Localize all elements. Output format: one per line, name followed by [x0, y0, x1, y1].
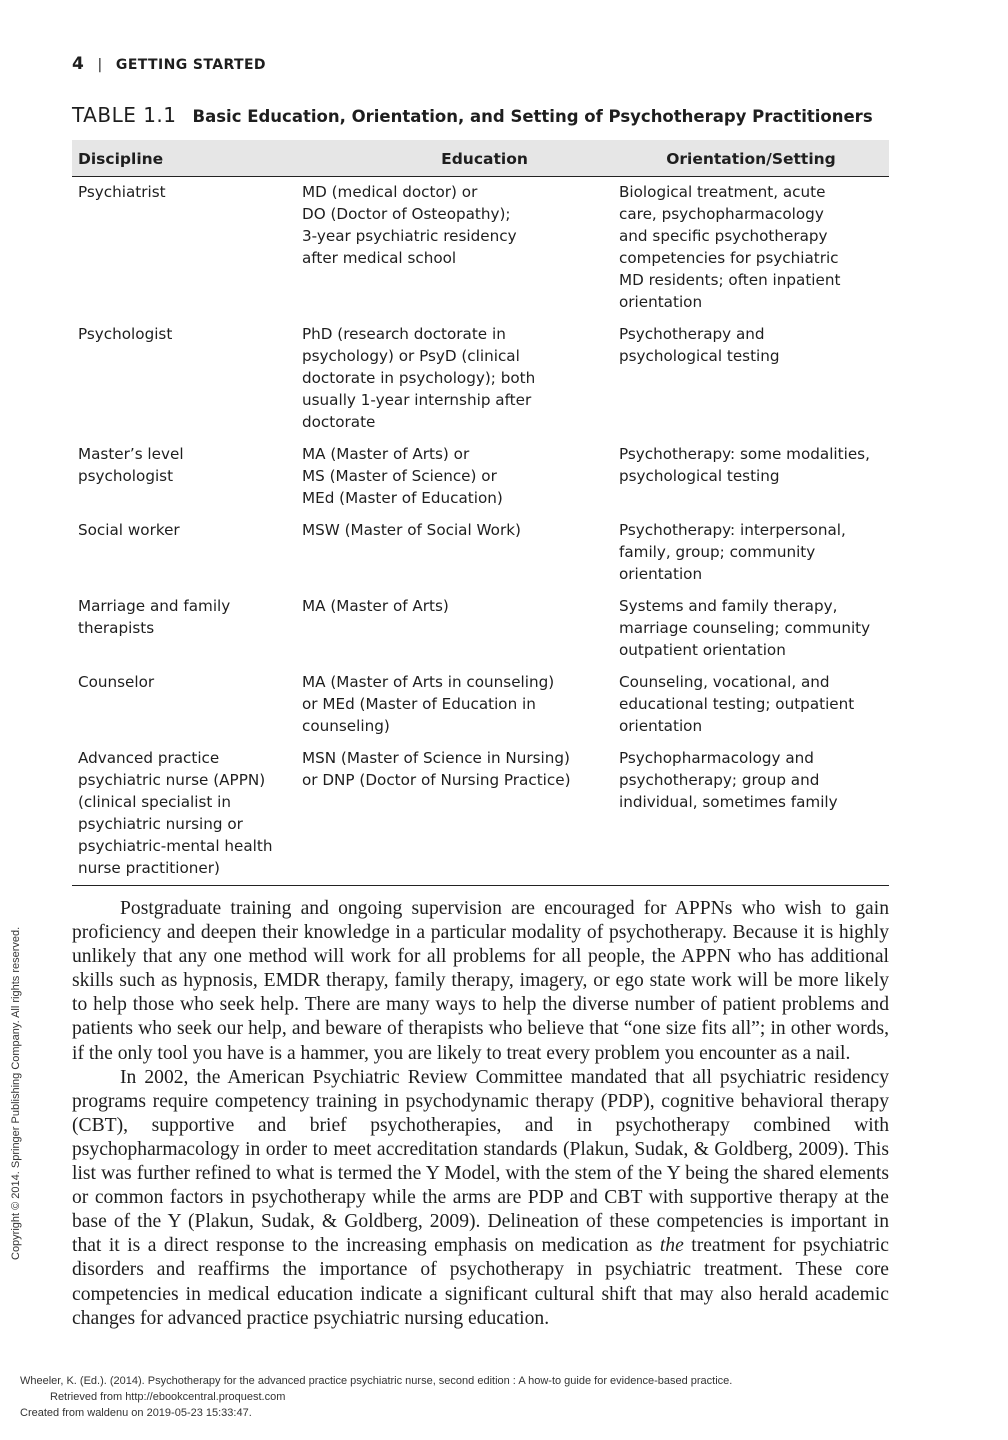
paragraph-2-italic: the	[659, 1235, 684, 1257]
cell-discipline: Master’s level psychologist	[78, 445, 184, 485]
cell-orientation: Counseling, vocational, and educational testing; outpatient orientation	[619, 673, 855, 735]
paragraph-2	[72, 1066, 889, 1331]
cell-discipline: Social worker	[78, 521, 180, 539]
table-row	[72, 591, 889, 667]
table-row	[72, 515, 889, 591]
cell-orientation: Biological treatment, acute care, psychopharmacology and specific psychotherapy competencies for psychiatric MD residents; often inpatient orientation	[619, 183, 841, 311]
table-label: TABLE 1.1	[72, 103, 177, 127]
cell-discipline: Psychologist	[78, 325, 173, 343]
table-row	[72, 177, 889, 320]
cell-education: MD (medical doctor) or DO (Doctor of Osteopathy); 3-year psychiatric residency after medical school	[302, 183, 517, 267]
header-education: Education	[294, 140, 613, 177]
cell-orientation: Systems and family therapy, marriage counseling; community outpatient orientation	[619, 597, 871, 659]
cell-education: MA (Master of Arts in counseling) or MEd (Master of Education in counseling)	[302, 673, 555, 735]
cell-discipline: Psychiatrist	[78, 183, 166, 201]
cell-discipline: Advanced practice psychiatric nurse (APPN) (clinical specialist in psychiatric nursing or psychiatric-mental health nurse practitioner)	[72, 743, 294, 886]
paragraph-2-part-2: treatment for psychiatric disorders and reaffirms the importance of psychotherapy in psychiatric treatment. These core competencies in medical education indicate a significant cultural shift that may also herald academic changes for advanced practice psychiatric nursing education.	[72, 1235, 889, 1329]
cell-orientation: Psychotherapy: interpersonal, family, group; community orientation	[619, 521, 846, 583]
footer-created: Created from waldenu on 2019-05-23 15:33:47.	[20, 1407, 252, 1419]
body-text	[72, 897, 889, 1331]
header-orientation: Orientation/Setting	[613, 140, 889, 177]
cell-education: MSW (Master of Social Work)	[302, 521, 521, 539]
table-caption: Basic Education, Orientation, and Setting of Psychotherapy Practitioners	[192, 107, 873, 126]
citation-footer	[20, 1373, 1000, 1421]
cell-education: MA (Master of Arts) or MS (Master of Science) or MEd (Master of Education)	[302, 445, 503, 507]
cell-orientation: Psychotherapy: some modalities, psychological testing	[619, 445, 870, 485]
cell-education: MSN (Master of Science in Nursing) or DNP (Doctor of Nursing Practice)	[294, 743, 613, 886]
table-row	[72, 743, 889, 886]
table-header-row	[72, 140, 889, 177]
footer-citation: Wheeler, K. (Ed.). (2014). Psychotherapy for the advanced practice psychiatric nurse, second edition : A how-to guide for evidence-based practice.	[20, 1375, 733, 1387]
running-head	[72, 54, 266, 74]
running-head-separator: |	[97, 57, 103, 73]
cell-orientation: Psychopharmacology and psychotherapy; group and individual, sometimes family	[613, 743, 889, 886]
header-discipline: Discipline	[72, 140, 294, 177]
footer-retrieved: Retrieved from http://ebookcentral.proquest.com	[50, 1391, 286, 1403]
running-head-section: GETTING STARTED	[115, 57, 266, 73]
table-row	[72, 319, 889, 439]
paragraph-2-part-1: In 2002, the American Psychiatric Review Committee mandated that all psychiatric residency programs require competency training in psychodynamic therapy (PDP), cognitive behavioral therapy (CBT), supportive and brief psychotherapies, and in psychotherapy combined with psychopharmacology in order to meet accreditation standards (Plakun, Sudak, & Goldberg, 2009). This list was further refined to what is termed the Y Model, with the stem of the Y being the shared elements or common factors in psychotherapy while the arms are PDP and CBT with supportive therapy at the base of the Y (Plakun, Sudak, & Goldberg, 2009). Delineation of these competencies is important in that it is a direct response to the increasing emphasis on medication as	[72, 1066, 889, 1257]
paragraph-1: Postgraduate training and ongoing supervision are encouraged for APPNs who wish to gain proficiency and deepen their knowledge in a particular modality of psychotherapy. Because it is highly unlikely that any one method will work for all problems for all people, the APPN who has additional skills such as hypnosis, EMDR therapy, family therapy, imagery, or ego state work will be more likely to help those who seek help. There are many ways to help the diverse number of patient problems and patients who seek our help, and beware of therapists who believe that “one size fits all”; in other words, if the only tool you have is a hammer, you are likely to treat every problem you encounter as a nail.	[72, 898, 889, 1064]
page-number: 4	[72, 54, 85, 74]
education-table	[72, 140, 889, 886]
table-row	[72, 439, 889, 515]
cell-education: MA (Master of Arts)	[302, 597, 449, 615]
cell-discipline: Marriage and family therapists	[78, 597, 231, 637]
cell-education: PhD (research doctorate in psychology) or PsyD (clinical doctorate in psychology); both usually 1-year internship after doctorate	[302, 325, 536, 431]
cell-orientation: Psychotherapy and psychological testing	[619, 325, 780, 365]
table-row	[72, 667, 889, 743]
cell-discipline: Counselor	[78, 673, 155, 691]
copyright-notice: Copyright © 2014. Springer Publishing Company. All rights reserved.	[10, 926, 22, 1260]
table-title	[72, 103, 902, 127]
